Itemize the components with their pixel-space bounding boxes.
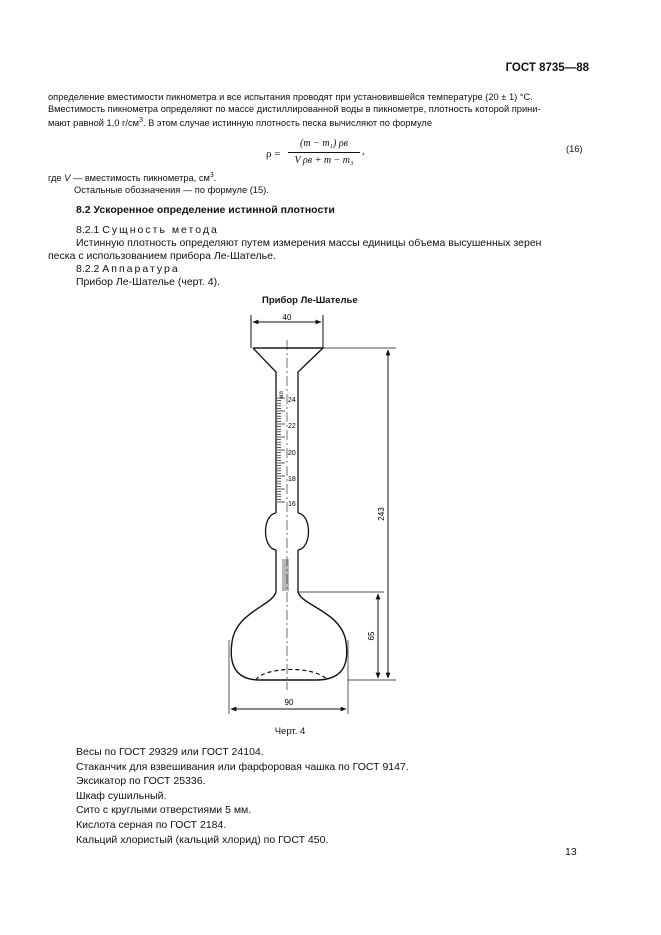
flask-body-outline — [231, 592, 347, 680]
equipment-list — [76, 745, 409, 847]
subsection-8-2-1-text-2: песка с использованием прибора Ле-Шателье. — [48, 250, 276, 262]
graduation-tick-label: 18 — [288, 476, 296, 483]
equipment-item: Кальций хлористый (кальций хлорид) по ГОСТ 450. — [76, 833, 329, 846]
equipment-item: Сито с круглыми отверстиями 5 мм. — [76, 804, 252, 817]
equipment-item: Кислота серная по ГОСТ 2184. — [76, 818, 227, 831]
intro-line-2: Вместимость пикнометра определяют по массе дистиллированной воды в пикнометре, плотность которой прини- — [48, 103, 541, 114]
subsection-8-2-1-text-1: Истинную плотность определяют путем измерения массы единицы объема высушенных зерен — [76, 237, 542, 249]
graduation-tick-label: 22 — [288, 423, 296, 430]
subsection-8-2-2-text: Прибор Ле-Шателье (черт. 4). — [76, 276, 221, 288]
formula-comma: , — [362, 146, 365, 157]
equipment-item: Весы по ГОСТ 29329 или ГОСТ 24104. — [76, 746, 264, 758]
formula-denominator: V ρв + m − m₃ — [294, 155, 354, 166]
equipment-item: Шкаф сушильный. — [76, 789, 167, 802]
formula-numerator: (m − m₁) ρв — [300, 138, 348, 149]
formula-number: (16) — [566, 144, 583, 154]
graduation-tick-label: 24 — [288, 397, 296, 404]
where-line-1: где V — вместимость пикнометра, $см^3$. — [48, 172, 217, 184]
graduation-tick-labels — [288, 397, 296, 508]
dim-top-label: 40 — [282, 313, 292, 322]
subsection-8-2-1-heading: 8.2.1 Сущность метода — [76, 224, 219, 236]
graduation-tick-label: 20 — [288, 450, 296, 457]
subsection-8-2-2-heading: 8.2.2 Аппаратура — [76, 263, 180, 275]
intro-line-3: мают равной 1,0 $г/см^3$. В этом случае истинную плотность песка вычисляют по формуле — [48, 117, 433, 129]
intro-line-1: определение вместимости пикнометра и все испытания проводят при установившейся температуре (20 ± 1) °С. — [48, 92, 533, 102]
funnel-outline — [253, 348, 323, 384]
fine-graduation-ticks — [282, 560, 289, 590]
figure-title: Прибор Ле-Шателье — [262, 295, 358, 306]
figure-caption: Черт. 4 — [274, 726, 306, 737]
formula-lhs: ρ = — [266, 148, 281, 160]
unit-label: мл — [279, 391, 285, 399]
equipment-item: Стаканчик для взвешивания или фарфоровая чашка по ГОСТ 9147. — [76, 760, 409, 773]
where-line-2: Остальные обозначения — по формуле (15). — [74, 184, 269, 195]
graduation-tick-label: 16 — [288, 501, 296, 508]
page-number: 13 — [565, 846, 577, 858]
document-header: ГОСТ 8735—88 — [505, 62, 589, 74]
flask-bottom-dashed — [256, 669, 328, 680]
equipment-item: Эксикатор по ГОСТ 25336. — [76, 775, 206, 788]
section-title: 8.2 Ускоренное определение истинной плотности — [76, 204, 335, 216]
graduation-ticks — [277, 398, 285, 502]
dim-bulb-label: 65 — [367, 631, 376, 641]
dim-bottom-label: 90 — [284, 698, 294, 707]
dim-height-label: 243 — [377, 507, 386, 521]
